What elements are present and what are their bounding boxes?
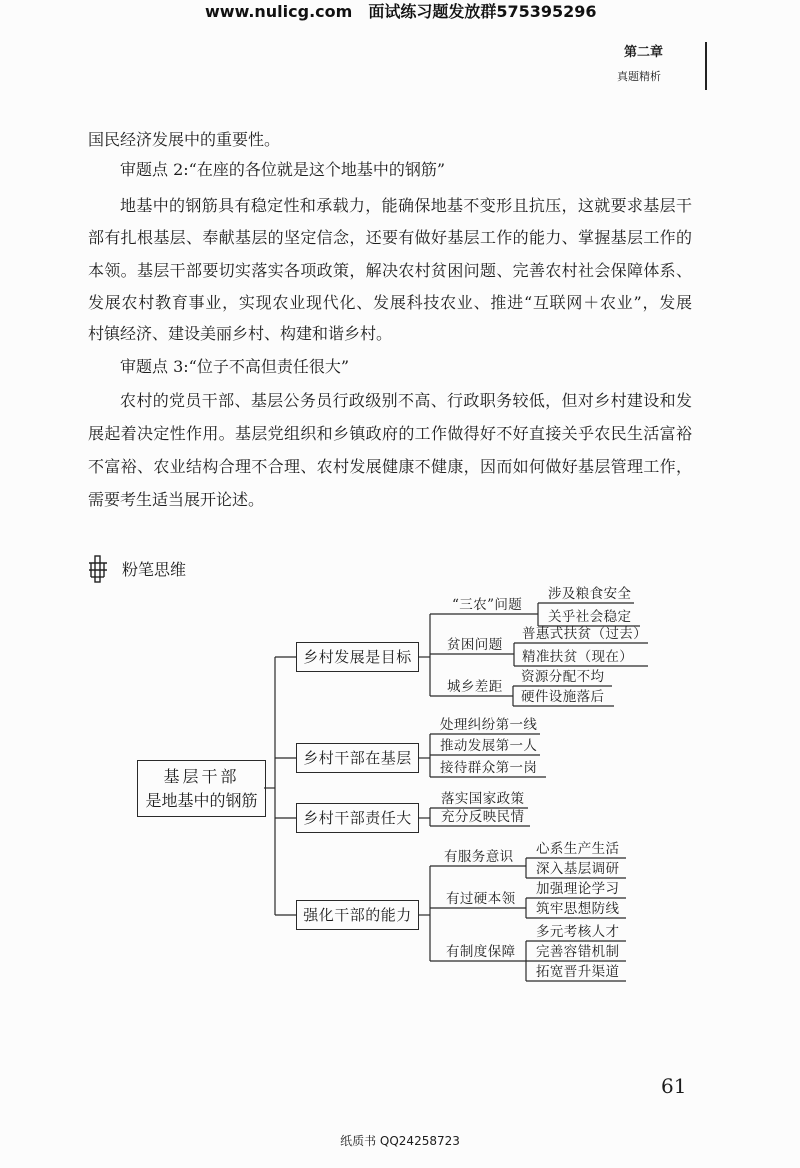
body-line: 审题点 2:“在座的各位就是这个地基中的钢筋” xyxy=(120,160,446,179)
site-header xyxy=(205,2,597,22)
leaf-node: 精准扶贫（现在） xyxy=(522,649,634,665)
chapter-divider xyxy=(705,42,707,90)
branch-box: 乡村干部责任大 xyxy=(296,803,419,833)
leaf-node: 处理纠纷第一线 xyxy=(440,717,538,733)
section-title: 粉笔思维 xyxy=(122,560,187,579)
chapter-title: 第二章 xyxy=(624,45,664,60)
leaf-node: 拓宽晋升渠道 xyxy=(536,964,620,980)
body-line: 部有扎根基层、奉献基层的坚定信念，还要有做好基层工作的能力、掌握基层工作的 xyxy=(88,228,692,247)
sub-node-label: 有制度保障 xyxy=(446,944,516,960)
leaf-node: 充分反映民情 xyxy=(441,809,525,825)
branch-box: 强化干部的能力 xyxy=(296,900,419,930)
sub-node-label: 城乡差距 xyxy=(447,679,503,695)
footer-text: 纸质书 QQ24258723 xyxy=(340,1134,460,1148)
branch-box: 乡村发展是目标 xyxy=(296,642,419,672)
leaf-node: 筑牢思想防线 xyxy=(536,901,620,917)
leaf-node: 完善容错机制 xyxy=(536,944,620,960)
group-info: 面试练习题发放群575395296 xyxy=(368,2,597,21)
leaf-node: 推动发展第一人 xyxy=(440,738,538,754)
mindmap-root xyxy=(137,760,266,817)
body-line: 农村的党员干部、基层公务员行政级别不高、行政职务较低，但对乡村建设和发 xyxy=(120,391,692,410)
body-line: 展起着决定性作用。基层党组织和乡镇政府的工作做得好不好直接关乎农民生活富裕 xyxy=(88,424,692,443)
body-line: 本领。基层干部要切实落实各项政策，解决农村贫困问题、完善农村社会保障体系、 xyxy=(88,261,692,280)
leaf-node: 普惠式扶贫（过去） xyxy=(522,626,648,642)
leaf-node: 硬件设施落后 xyxy=(521,689,605,705)
leaf-node: 加强理论学习 xyxy=(536,881,620,897)
page-number: 61 xyxy=(661,1074,687,1098)
branch-box: 乡村干部在基层 xyxy=(296,743,419,773)
site-url: www.nulicg.com xyxy=(205,2,353,21)
leaf-node: 涉及粮食安全 xyxy=(548,586,632,602)
leaf-node: 深入基层调研 xyxy=(536,861,620,877)
chapter-subtitle: 真题精析 xyxy=(617,70,661,83)
root-line-2: 是地基中的钢筋 xyxy=(145,790,258,810)
body-line: 发展农村教育事业，实现农业现代化、发展科技农业、推进“互联网＋农业”，发展 xyxy=(88,293,692,312)
sub-node-label: 有服务意识 xyxy=(444,849,514,865)
body-line: 不富裕、农业结构合理不合理、农村发展健康不健康，因而如何做好基层管理工作， xyxy=(88,457,692,476)
body-line: 需要考生适当展开论述。 xyxy=(88,490,265,509)
sub-node-label: 贫困问题 xyxy=(447,637,503,653)
body-line: 地基中的钢筋具有稳定性和承载力，能确保地基不变形且抗压，这就要求基层干 xyxy=(120,196,692,215)
body-line: 国民经济发展中的重要性。 xyxy=(88,130,281,149)
leaf-node: 落实国家政策 xyxy=(441,791,525,807)
leaf-node: 关乎社会稳定 xyxy=(548,609,632,625)
leaf-node: 心系生产生活 xyxy=(536,841,620,857)
body-line: 村镇经济、建设美丽乡村、构建和谐乡村。 xyxy=(88,324,393,343)
root-line-1: 基层干部 xyxy=(163,766,240,786)
leaf-node: 接待群众第一岗 xyxy=(440,760,538,776)
sub-node-label: 有过硬本领 xyxy=(446,891,516,907)
leaf-node: 资源分配不均 xyxy=(521,669,605,685)
body-line: 审题点 3:“位子不高但责任很大” xyxy=(120,357,350,376)
chalk-icon xyxy=(88,555,108,583)
sub-node-label: “三农”问题 xyxy=(452,597,523,613)
leaf-node: 多元考核人才 xyxy=(536,924,620,940)
